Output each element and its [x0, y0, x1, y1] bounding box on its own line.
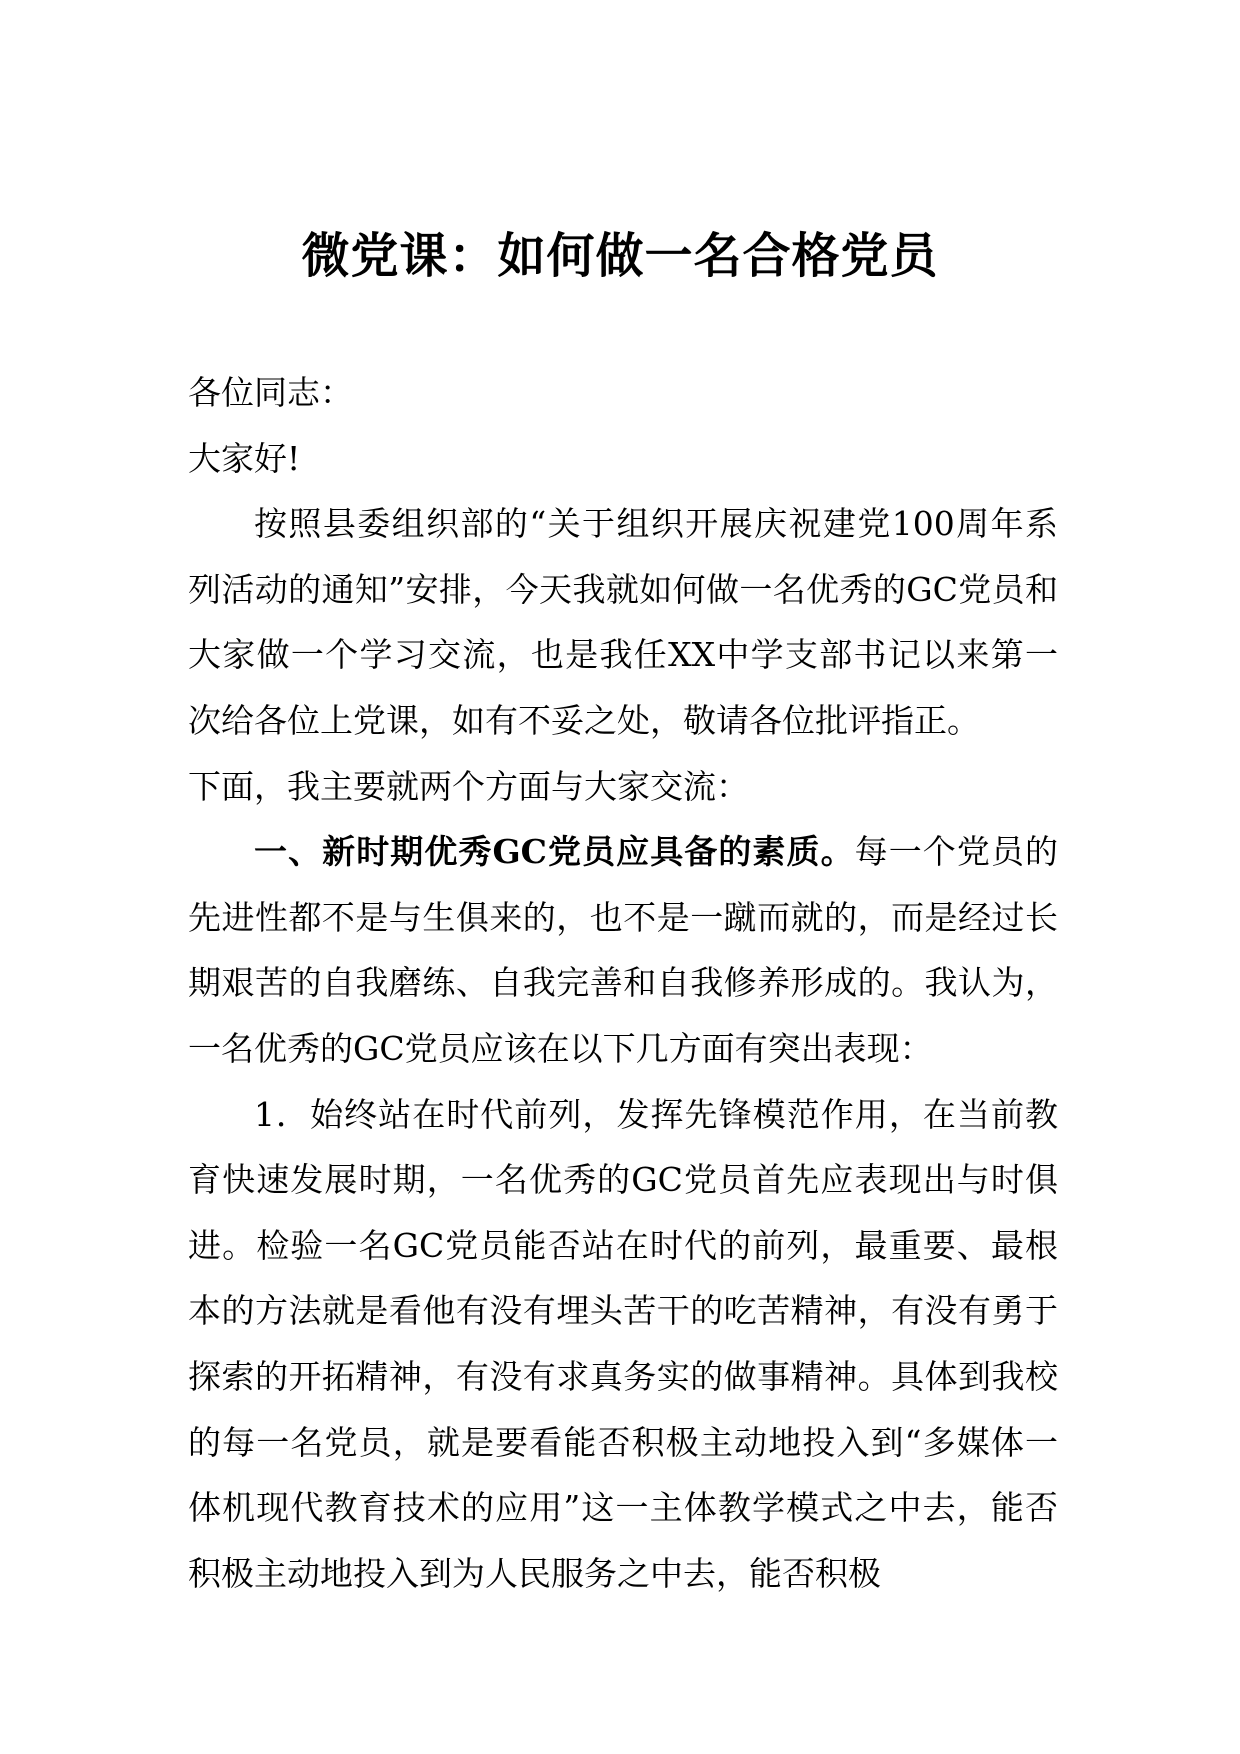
- intro-paragraph: 按照县委组织部的“关于组织开展庆祝建党100周年系列活动的通知”安排，今天我就如何做一名优秀的GC党员和大家做一个学习交流，也是我任XX中学支部书记以来第一次给各位上党课，如有不妥之处，敬请各位批评指正。: [188, 504, 1058, 740]
- document-title: 微党课：如何做一名合格党员: [301, 228, 939, 284]
- hello-line: 大家好!: [188, 438, 301, 478]
- document-body: [188, 360, 1058, 1606]
- overview-line: 下面，我主要就两个方面与大家交流：: [188, 766, 749, 806]
- section-1-paragraph: [188, 819, 1058, 1081]
- point-1-paragraph: 1．始终站在时代前列，发挥先锋模范作用，在当前教育快速发展时期，一名优秀的GC党员首先应表现出与时俱进。检验一名GC党员能否站在时代的前列，最重要、最根本的方法就是看他有没有埋头苦干的吃苦精神，有没有勇于探索的开拓精神，有没有求真务实的做事精神。具体到我校的每一名党员，就是要看能否积极主动地投入到“多媒体一体机现代教育技术的应用”这一主体教学模式之中去，能否积极主动地投入到为人民服务之中去，能否积极: [188, 1094, 1058, 1593]
- greeting-line: 各位同志：: [188, 373, 353, 412]
- section-1-heading: 一、新时期优秀GC党员应具备的素质。: [254, 832, 855, 872]
- section-1-text: 每一个党员的先进性都不是与生俱来的，也不是一蹴而就的，而是经过长期艰苦的自我磨练、自我完善和自我修养形成的。我认为，一名优秀的GC党员应该在以下几方面有突出表现：: [188, 832, 1059, 1068]
